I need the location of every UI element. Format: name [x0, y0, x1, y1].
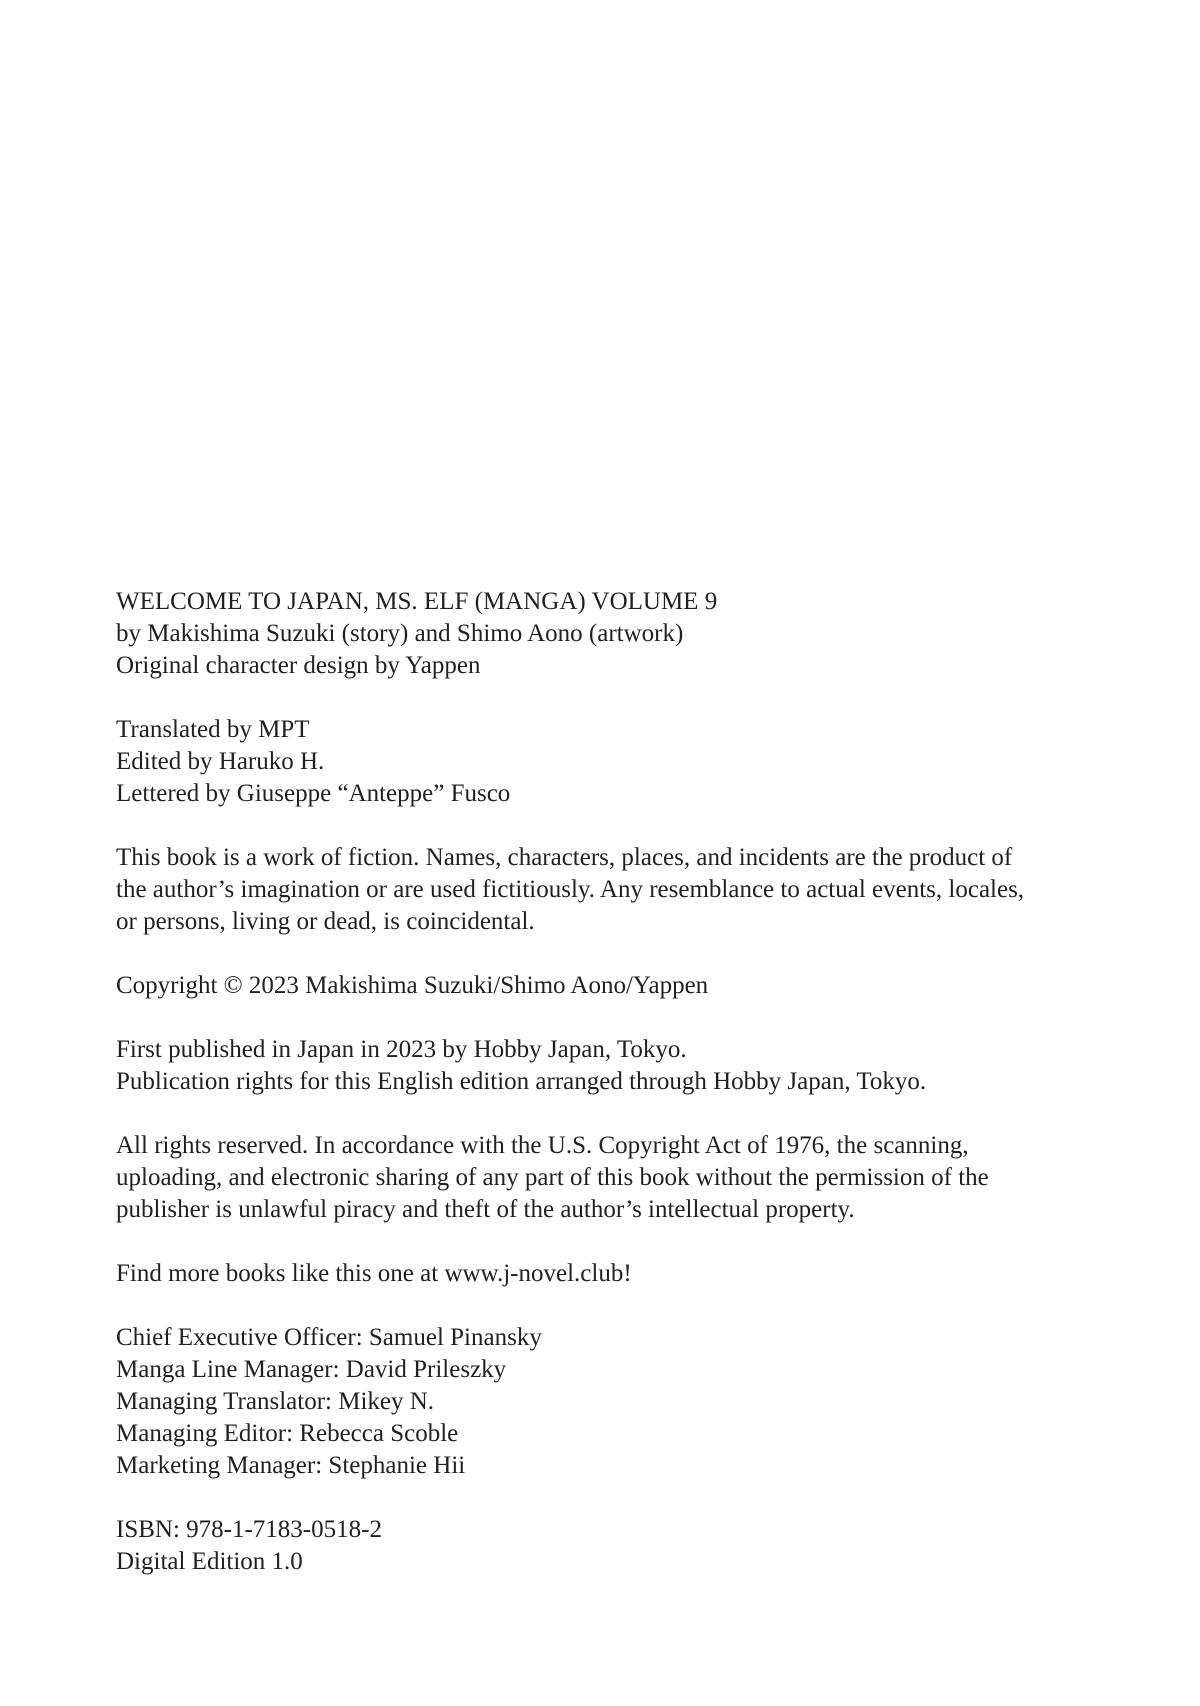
edition-line: Digital Edition 1.0	[116, 1548, 303, 1575]
management-credit: Managing Translator: Mikey N.	[116, 1388, 435, 1415]
publication-line: First published in Japan in 2023 by Hobby Japan, Tokyo.	[116, 1036, 687, 1063]
staff-credits	[116, 714, 1096, 810]
fiction-notice	[116, 842, 1096, 938]
fiction-notice-line: the author’s imagination or are used fictitiously. Any resemblance to actual events, locales,	[116, 876, 1025, 903]
copyright-text	[116, 586, 1096, 1610]
letterer-credit: Lettered by Giuseppe “Anteppe” Fusco	[116, 780, 511, 807]
isbn-line: ISBN: 978-1-7183-0518-2	[116, 1516, 382, 1543]
title-block	[116, 586, 1096, 682]
copyright-notice	[116, 970, 1096, 1002]
editor-credit: Edited by Haruko H.	[116, 748, 325, 775]
publication-line: Publication rights for this English edition arranged through Hobby Japan, Tokyo.	[116, 1068, 927, 1095]
isbn-block	[116, 1514, 1096, 1578]
publication-info	[116, 1034, 1096, 1098]
author-credit: by Makishima Suzuki (story) and Shimo Aono (artwork)	[116, 620, 684, 647]
copyright-line: Copyright © 2023 Makishima Suzuki/Shimo Aono/Yappen	[116, 972, 709, 999]
rights-notice	[116, 1130, 1096, 1226]
management-credits	[116, 1322, 1096, 1482]
design-credit: Original character design by Yappen	[116, 652, 481, 679]
book-title: WELCOME TO JAPAN, MS. ELF (MANGA) VOLUME 9	[116, 588, 718, 615]
rights-notice-line: uploading, and electronic sharing of any part of this book without the permission of the	[116, 1164, 989, 1191]
fiction-notice-line: This book is a work of fiction. Names, characters, places, and incidents are the product of	[116, 844, 1013, 871]
rights-notice-line: All rights reserved. In accordance with the U.S. Copyright Act of 1976, the scanning,	[116, 1132, 969, 1159]
management-credit: Managing Editor: Rebecca Scoble	[116, 1420, 459, 1447]
find-more-line: Find more books like this one at www.j-novel.club!	[116, 1260, 632, 1287]
translator-credit: Translated by MPT	[116, 716, 310, 743]
management-credit: Marketing Manager: Stephanie Hii	[116, 1452, 466, 1479]
fiction-notice-line: or persons, living or dead, is coincidental.	[116, 908, 535, 935]
rights-notice-line: publisher is unlawful piracy and theft of the author’s intellectual property.	[116, 1196, 855, 1223]
management-credit: Chief Executive Officer: Samuel Pinansky	[116, 1324, 542, 1351]
find-more	[116, 1258, 1096, 1290]
management-credit: Manga Line Manager: David Prileszky	[116, 1356, 507, 1383]
